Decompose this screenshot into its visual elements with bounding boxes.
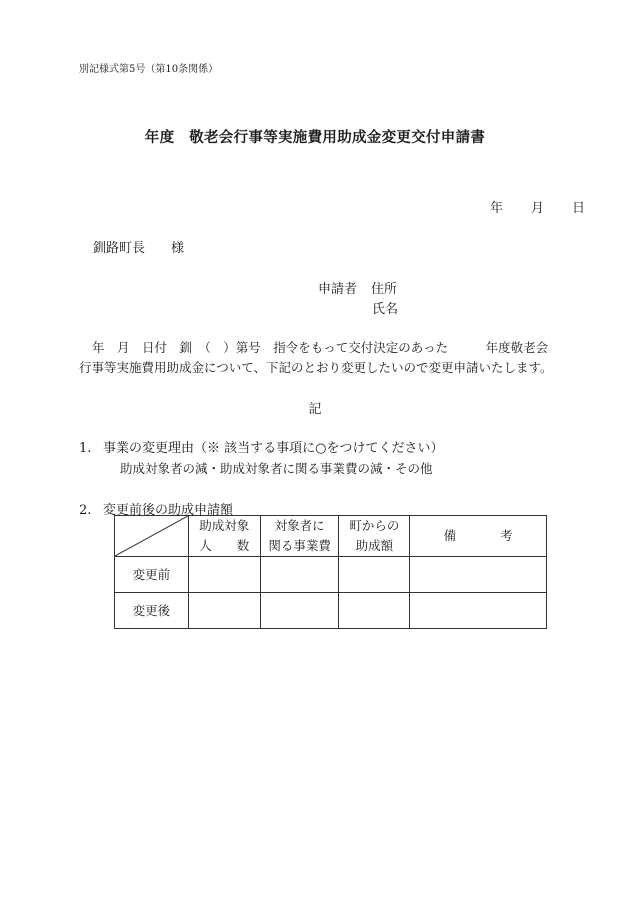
header-town-subsidy-line2: 助成額	[355, 538, 394, 553]
table-row-after	[115, 593, 547, 629]
header-remarks-part2: 考	[500, 528, 513, 543]
cell-after-remarks	[410, 593, 547, 629]
header-project-cost-line2: 関る事業費	[268, 538, 331, 553]
item1-options: 助成対象者の減・助成対象者に関る事業費の減・その他	[120, 461, 433, 476]
row-label-after: 変更後	[115, 593, 189, 629]
item2-number: 2.	[79, 503, 92, 518]
cell-after-cost	[260, 593, 339, 629]
header-project-cost	[260, 516, 339, 557]
row-label-before: 変更前	[115, 557, 189, 593]
header-project-cost-line1: 対象者に	[274, 518, 325, 533]
date-month: 月	[531, 201, 545, 216]
header-recipient-count-line2: 人 数	[199, 538, 250, 553]
header-recipient-count	[188, 516, 260, 557]
form-number: 別記様式第5号（第10条関係）	[79, 64, 219, 75]
name-label: 氏名	[372, 302, 399, 317]
item2-heading: 変更前後の助成申請額	[103, 503, 234, 518]
header-remarks-part1: 備	[443, 528, 457, 543]
table-header-row	[115, 516, 547, 557]
date-day: 日	[572, 201, 586, 216]
cell-before-remarks	[410, 557, 547, 593]
header-remarks	[410, 516, 547, 557]
applicant-label: 申請者	[318, 282, 358, 297]
table-corner-cell	[115, 516, 189, 557]
item1-number: 1.	[79, 441, 92, 456]
ki-heading: 記	[308, 402, 322, 417]
item1-heading: 事業の変更理由（※ 該当する事項に○をつけてください）	[103, 441, 444, 456]
date-year: 年	[490, 201, 504, 216]
date-line	[490, 197, 585, 216]
cell-after-count	[188, 593, 260, 629]
body-line-1: 年 月 日付 釧 （ ）第号 指令をもって交付決定のあった 年度敬老会	[92, 340, 549, 355]
applicant-name-line	[372, 298, 398, 317]
amount-table	[114, 515, 547, 629]
cell-before-count	[188, 557, 260, 593]
item1-heading-line	[79, 437, 443, 456]
applicant-address-line	[318, 278, 397, 297]
header-town-subsidy-line1: 町からの	[349, 518, 400, 533]
diagonal-line	[115, 516, 188, 556]
body-text	[79, 338, 553, 378]
body-line-2: 行事等実施費用助成金について、下記のとおり変更したいので変更申請いたします。	[79, 360, 553, 375]
addressee: 釧路町長 様	[93, 241, 185, 256]
table-row-before	[115, 557, 547, 593]
cell-before-subsidy	[339, 557, 410, 593]
cell-after-subsidy	[339, 593, 410, 629]
header-recipient-count-line1: 助成対象	[199, 518, 250, 533]
cell-before-cost	[260, 557, 339, 593]
address-label: 住所	[371, 282, 398, 297]
header-town-subsidy	[339, 516, 410, 557]
document-title: 年度 敬老会行事等実施費用助成金変更交付申請書	[144, 129, 486, 146]
